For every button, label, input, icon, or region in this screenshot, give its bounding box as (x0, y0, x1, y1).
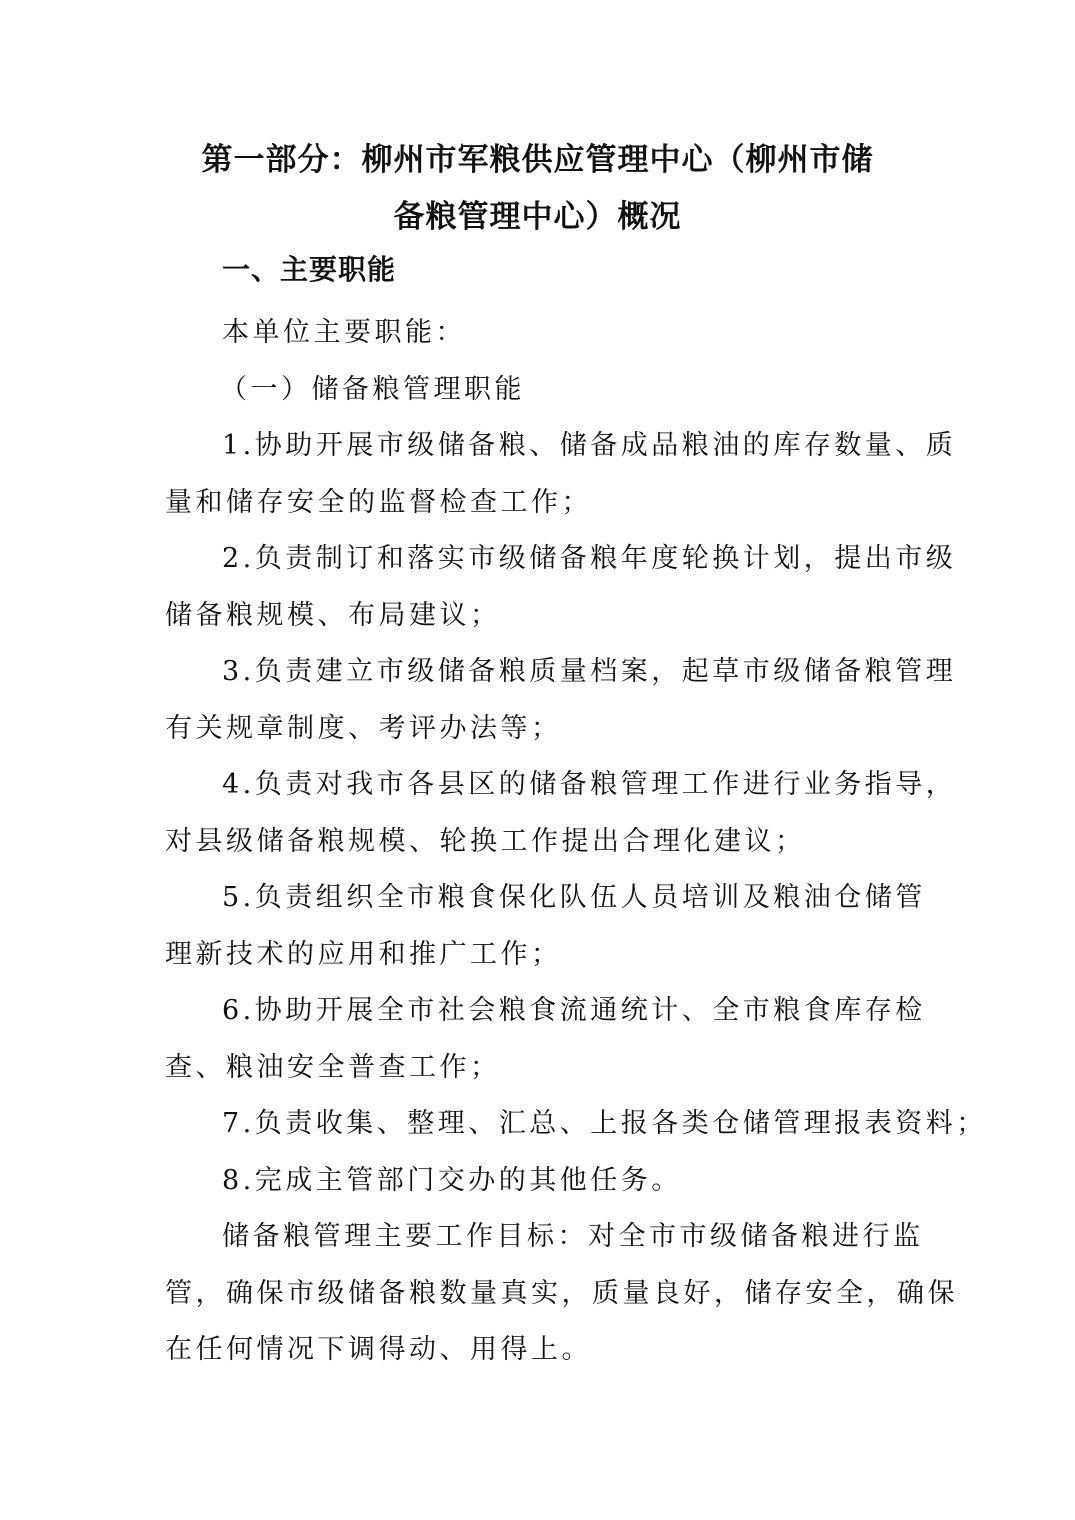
paragraph-line: 7.负责收集、整理、汇总、上报各类仓储管理报表资料； (222, 1108, 987, 1139)
paragraph-line: 储备粮规模、布局建议； (165, 599, 501, 631)
paragraph-line: 有关规章制度、考评办法等； (165, 712, 562, 744)
paragraph-line: 本单位主要职能： (222, 317, 466, 348)
document-body (165, 305, 987, 1379)
title-line-2: 备粮管理中心）概况 (393, 199, 682, 235)
paragraph-line: 5.负责组织全市粮食保化队伍人员培训及粮油仓储管 (222, 882, 926, 913)
title-line-1: 第一部分：柳州市军粮供应管理中心（柳州市储 (201, 142, 874, 178)
subsection-heading: （一）储备粮管理职能 (220, 373, 525, 405)
document-title (120, 132, 955, 246)
paragraph-line: 管，确保市级储备粮数量真实，质量良好，储存安全，确保 (165, 1277, 958, 1309)
paragraph-line: 查、粮油安全普查工作； (165, 1051, 501, 1083)
paragraph-line: 8.完成主管部门交办的其他任务。 (222, 1164, 682, 1196)
paragraph-line: 3.负责建立市级储备粮质量档案，起草市级储备粮管理 (222, 656, 957, 687)
paragraph-line: 对县级储备粮规模、轮换工作提出合理化建议； (165, 825, 806, 857)
paragraph-line: 4.负责对我市各县区的储备粮管理工作进行业务指导， (222, 769, 957, 800)
paragraph-line: 1.协助开展市级储备粮、储备成品粮油的库存数量、质 (222, 430, 957, 461)
paragraph-line: 理新技术的应用和推广工作； (165, 938, 562, 970)
paragraph-line: 量和储存安全的监督检查工作； (165, 486, 592, 518)
paragraph-line: 在任何情况下调得动、用得上。 (165, 1334, 592, 1365)
paragraph-line: 储备粮管理主要工作目标：对全市市级储备粮进行监 (222, 1221, 924, 1252)
section-heading: 一、主要职能 (222, 253, 397, 286)
paragraph-line: 2.负责制订和落实市级储备粮年度轮换计划，提出市级 (222, 543, 957, 574)
paragraph-line: 6.协助开展全市社会粮食流通统计、全市粮食库存检 (222, 995, 926, 1026)
